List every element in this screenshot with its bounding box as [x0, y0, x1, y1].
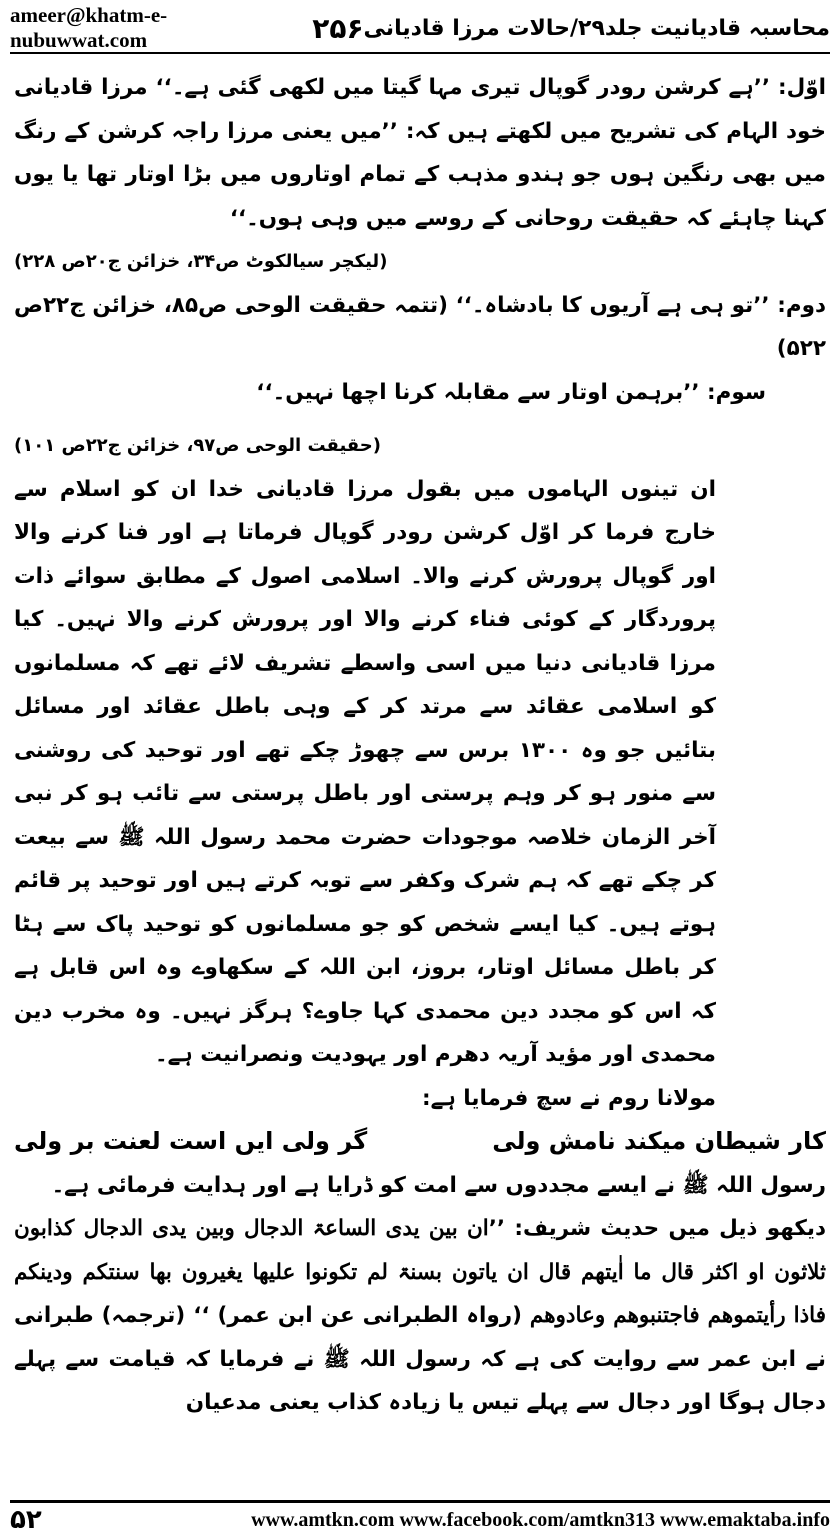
couplet-second-half: گر ولی ایں است لعنت بر ولی: [14, 1127, 368, 1155]
paragraph-hadith: [14, 1207, 826, 1425]
footer-page-number: ۵۲: [10, 1505, 42, 1535]
header-email: ameer@khatm-e-nubuwwat.com: [10, 3, 168, 52]
footer-divider: [10, 1500, 830, 1503]
hadith-translation: ‘‘ (ترجمہ) طبرانی نے ابن عمر سے روایت کی ہے کہ رسول اللہ ﷺ نے فرمایا کہ قیامت سے پہلے دجال ہوگا اور دجال سے پہلے تیس یا زیادہ کذاب یعنی مدعیان: [14, 1303, 826, 1415]
header-page-number: ۲۵۶: [312, 11, 364, 45]
footer-websites: www.amtkn.com www.facebook.com/amtkn313 www.emaktaba.info: [251, 1508, 830, 1531]
header-left: [10, 3, 364, 53]
paragraph-third-revelation: سوم: ’’برہمن اوتار سے مقابلہ کرنا اچھا نہیں۔‘‘: [256, 379, 766, 405]
paragraph-second-revelation: دوم: ’’تو ہی ہے آریوں کا بادشاہ۔‘‘ (تتمہ حقیقت الوحی ص۸۵، خزائن ج۲۲ص ۵۲۲): [14, 292, 826, 361]
hadith-lead: دیکھو ذیل میں حدیث شریف: ’’: [488, 1216, 826, 1241]
couplet-first-half: کار شیطان میکند نامش ولی: [492, 1127, 826, 1155]
hadith-source: (رواہ الطبرانی عن ابن عمر): [209, 1303, 530, 1328]
hadith-arabic-text: ان بین یدی الساعۃ الدجال وبین یدی الدجال کذابون ثلاثون او اکثر قال ما اٰیتھم قال ان یاتون بسنۃ لم تکونوا علیھا یغیرون بھا سنتکم ودینکم فاذا رأیتموھم فاجتنبوھم وعادوھم: [14, 1216, 826, 1328]
paragraph-prophet-warning: رسول اللہ ﷺ نے ایسے مجددوں سے امت کو ڈرایا ہے اور ہدایت فرمائی ہے۔: [51, 1172, 826, 1198]
page-header: [10, 3, 830, 52]
page-footer: [10, 1504, 830, 1536]
citation-lecture-sialkot: (لیکچر سیالکوٹ ص۳۴، خزائن ج۲۰ص ۲۲۸): [14, 251, 388, 272]
paragraph-rumi-intro: مولانا روم نے سچ فرمایا ہے:: [422, 1085, 716, 1111]
header-title: محاسبہ قادیانیت جلد۲۹/حالات مرزا قادیانی: [363, 15, 830, 41]
paragraph-commentary: ان تینوں الہاموں میں بقول مرزا قادیانی خدا ان کو اسلام سے خارج فرما کر اوّل کرشن رودر گوپال فرماتا ہے اور فنا کرنے والا اور گوپال پرورش کرنے والا۔ اسلامی اصول کے مطابق سوائے ذات پروردگار کے کوئی فناء کرنے والا اور پرورش کرنے والا نہیں۔ کیا مرزا قادیانی دنیا میں اسی واسطے تشریف لائے تھے کہ مسلمانوں کو اسلامی عقائد سے مرتد کر کے وہی باطل عقائد اور مسائل بتائیں جو وہ ۱۳۰۰ برس سے چھوڑ چکے تھے اور توحید کی روشنی سے منور ہو کر وہم پرستی اور باطل پرستی سے تائب ہو کر نبی آخر الزمان خلاصہ موجودات حضرت محمد رسول اللہ ﷺ سے بیعت کر چکے تھے کہ ہم شرک وکفر سے توبہ کرتے ہیں اور توحید پر قائم ہوتے ہیں۔ کیا ایسے شخص کو جو مسلمانوں کو توحید پاک سے ہٹا کر باطل مسائل اوتار، بروز، ابن اللہ کے سکھاوے وہ اس قابل ہے کہ اس کو مجدد دین محمدی کہا جاوے؟ ہرگز نہیں۔ وہ مخرب دین محمدی اور مؤید آریہ دھرم اور یہودیت ونصرانیت ہے۔: [14, 476, 717, 1067]
citation-haqiqat-ul-wahi: (حقیقت الوحی ص۹۷، خزائن ج۲۲ص ۱۰۱): [14, 435, 381, 456]
page-body: [14, 66, 826, 1425]
paragraph-first-revelation: اوّل: ’’ہے کرشن رودر گوپال تیری مہا گیتا میں لکھی گئی ہے۔‘‘ مرزا قادیانی خود الہام کی تشریح میں لکھتے ہیں کہ: ’’میں یعنی مرزا راجہ کرشن کے رنگ میں بھی رنگین ہوں جو ہندو مذہب کے تمام اوتاروں میں بڑا اوتار تھا یا یوں کہنا چاہئے کہ حقیقت روحانی کے روسے میں وہی ہوں۔‘‘: [14, 75, 826, 231]
header-divider: [10, 52, 830, 54]
persian-couplet: [14, 1120, 826, 1164]
